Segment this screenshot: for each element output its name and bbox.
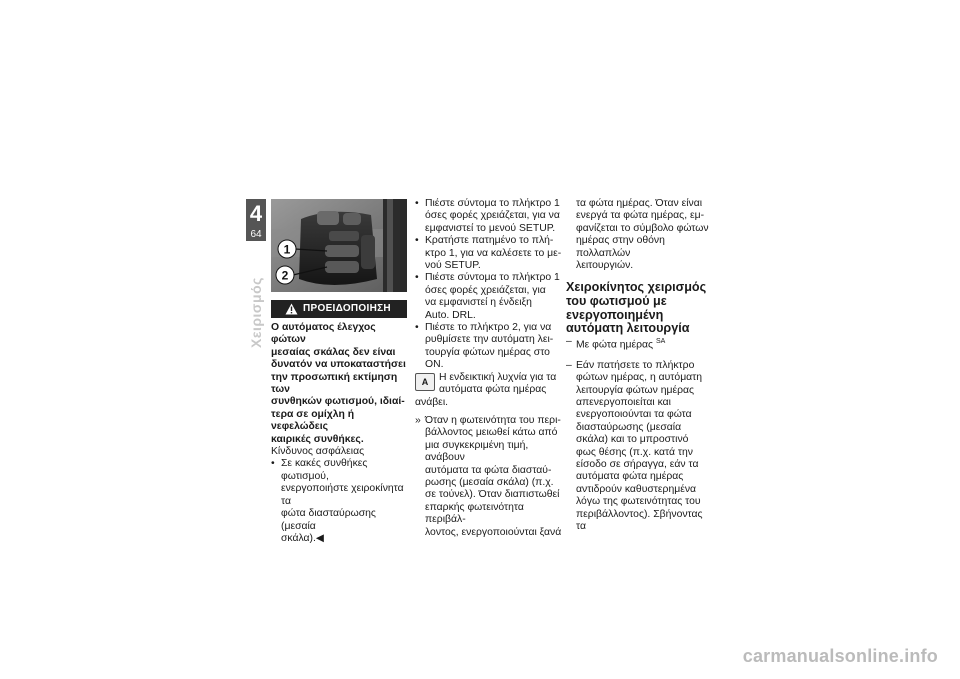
chapter-title: Χειρισμός [248,277,264,348]
site-watermark: carmanualsonline.info [742,646,938,666]
manual-control-column [566,198,714,533]
bullet-icon: • [271,458,275,470]
result-note: » Όταν η φωτεινότητα του περι- βάλλοντος μειωθεί κάτω από μια συγκεκριμένη τιμή, ανάβουν αυτόματα τα φώτα διασταύ- ρωσης (μεσαία σκάλα) (π.χ. σε τούνελ). Όταν διαπιστωθεί επαρκής φωτεινότητα περιβάλ- λοντος, ενεργοποιούνται ξανά [415,414,562,538]
auto-daylight-indicator-icon: A [415,373,435,391]
indicator-note: A Η ενδεικτική λυχνία για τα αυτόματα φώτα ημέρας [415,372,563,397]
step-4: • Πιέστε το πλήκτρο 2, για να ρυθμίσετε την αυτόματη λει- τουργία φώτων ημέρας στο ON. [415,322,554,371]
indicator-note-tail: ανάβει. [415,396,449,408]
warning-risk: Κίνδυνος ασφάλειας [271,446,365,458]
bullet-icon: • [415,322,419,334]
instructions-column [415,198,563,539]
warning-bullet: • Σε κακές συνθήκες φωτισμού, ενεργοποιήστε χειροκίνητα τα φώτα διασταύρωσης (μεσαία σκάλα).◀ [271,458,404,544]
manual-control-item: – Εάν πατήσετε το πλήκτρο φώτων ημέρας, η αυτόματη λειτουργία φώτων ημέρας απενεργοποιείται και ενεργοποιούνται τα φώτα διασταύρωσης (μεσαία σκάλα) και το μπροστινό φως θέσης (π.χ. κατά την είσοδο σε σήραγγα, εάν τα αυτόματα φώτα ημέρας αντιδρούν καθυστερημένα λόγω της φωτεινότητας του περιβάλλοντος). Σβήνοντας τα [566,359,703,532]
section-heading: Χειροκίνητος χειρισμός του φωτισμού με ενεργοποιημένη αυτόματη λειτουργία [566,280,707,336]
chapter-number: 4 [249,201,263,226]
step-3: • Πιέστε σύντομα το πλήκτρο 1 όσες φορές χρειάζεται, για να εμφανιστεί η ένδειξη Auto. DRL. [415,272,560,321]
handlebar-switch-photo [271,199,407,292]
chapter-tab [246,199,266,241]
warning-heading: Ο αυτόματος έλεγχος φώτων μεσαίας σκάλας δεν είναι δυνατόν να υποκαταστήσει την προσωπική εκτίμηση των συνθηκών φωτισμού, ιδιαί- τερα σε ομίχλη ή νεφελώδεις καιρικές συνθήκες. [271,322,406,445]
bullet-icon: • [415,272,419,284]
callout-2: 2 [281,268,289,283]
condition-line: – Με φώτα ημέρας $^{SA}$ [566,335,666,351]
warning-triangle-icon [285,303,298,315]
callout-1: 1 [283,242,291,257]
warning-bar [271,300,407,318]
step-1: • Πιέστε σύντομα το πλήκτρο 1 όσες φορές χρειάζεται, για να εμφανιστεί το μενού SETUP. [415,198,560,234]
warning-label: ΠΡΟΕΙΔΟΠΟΙΗΣΗ [303,303,391,314]
bullet-icon: • [415,235,419,247]
warning-content [271,322,411,545]
step-2: • Κρατήστε πατημένο το πλή- κτρο 1, για να καλέσετε το με- νού SETUP. [415,235,562,272]
result-arrow-icon: » [415,414,421,426]
bullet-icon: • [415,198,419,209]
option-sa-badge: SA [655,337,666,345]
result-note-continued: τα φώτα ημέρας. Όταν είναι ενεργά τα φώτα ημέρας, εμ- φανίζεται το σύμβολο φώτων ημέρας στην οθόνη πολλαπλών λειτουργιών. [576,198,709,272]
page-number: 64 [250,229,262,240]
